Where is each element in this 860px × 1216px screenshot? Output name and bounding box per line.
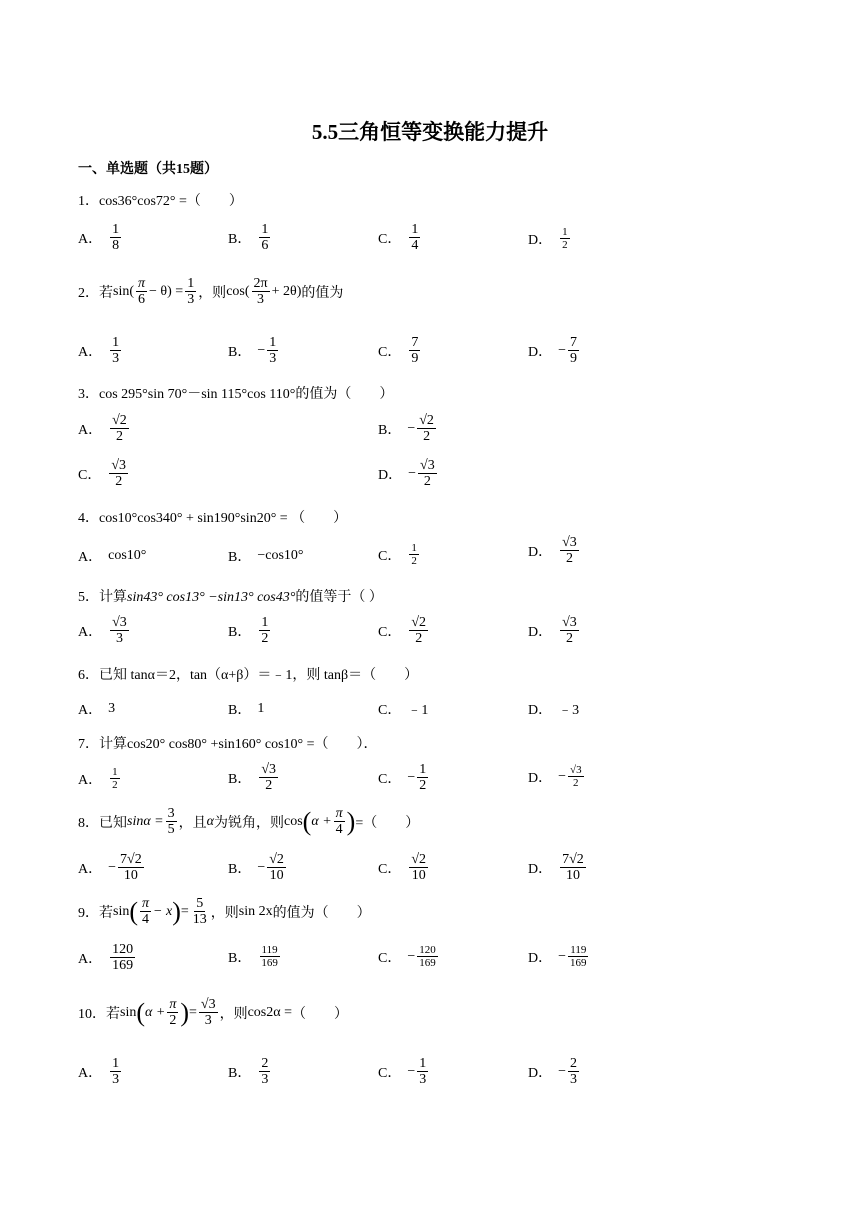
option-d: D． $\frac{7√2}{10}$ bbox=[528, 852, 584, 884]
numerator: 1 bbox=[112, 766, 118, 778]
option-c: C． − $\frac{1}{3}$ bbox=[378, 1056, 427, 1088]
numerator: √3 bbox=[111, 458, 127, 473]
option-value: ﹣3 bbox=[558, 703, 580, 718]
option-a: A． cos10° bbox=[78, 548, 147, 565]
numerator: √3 bbox=[562, 615, 577, 630]
question-text: （ ） bbox=[292, 1006, 348, 1022]
numerator: 1 bbox=[269, 335, 277, 350]
page-title: 5.5三角恒等变换能力提升 bbox=[311, 120, 549, 144]
numerator: √3 bbox=[562, 535, 577, 550]
question-text: 已知 tanα＝2，tan（α+β）＝﹣1，则 tanβ＝（ ） bbox=[99, 668, 419, 683]
numerator: √3 bbox=[261, 762, 277, 777]
denominator: 2 bbox=[112, 779, 118, 792]
denominator: 2 bbox=[415, 631, 423, 647]
option-c: C． $\frac{√3}{2}$ bbox=[78, 458, 127, 490]
numerator: 7 bbox=[411, 335, 419, 350]
numerator: 1 bbox=[562, 226, 568, 238]
option-d: D． − $\frac{√3}{2}$ bbox=[378, 458, 435, 490]
denominator: 5 bbox=[167, 822, 175, 838]
question-7 bbox=[78, 733, 378, 753]
option-c: C． − $\frac{120}{169}$ bbox=[378, 944, 436, 970]
option-value: ﹣1 bbox=[407, 703, 429, 718]
numerator: 7 bbox=[570, 335, 578, 350]
numerator: 1 bbox=[187, 276, 195, 291]
denominator: 2 bbox=[265, 778, 273, 794]
question-text: 为锐角，则 bbox=[214, 815, 284, 831]
question-text: 若 bbox=[99, 285, 113, 301]
numerator: √3 bbox=[420, 458, 435, 473]
numerator: 2 bbox=[261, 1056, 269, 1071]
denominator: 169 bbox=[112, 958, 134, 974]
numerator: π bbox=[142, 896, 150, 911]
option-value: −cos10° bbox=[257, 548, 304, 563]
numerator: 1 bbox=[261, 615, 269, 630]
question-text: 的值为（ ） bbox=[272, 905, 371, 921]
numerator: √2 bbox=[269, 852, 284, 867]
numerator: 1 bbox=[411, 542, 417, 554]
numerator: √2 bbox=[419, 413, 434, 428]
question-8: 8． 已知 sinα = $\frac{3}{5}$ ，且 α 为锐角，则 cos ( α + $\frac{\pi}{4}$ ) =（ ） bbox=[78, 806, 420, 838]
numerator: √2 bbox=[411, 615, 427, 630]
option-d: D． ﹣3 bbox=[528, 699, 579, 719]
minus-sign: − bbox=[558, 768, 567, 784]
question-number: 5． bbox=[78, 590, 99, 605]
numerator: 119 bbox=[570, 944, 587, 956]
question-6 bbox=[78, 664, 418, 684]
question-text: ，则 bbox=[210, 905, 239, 921]
denominator: 2 bbox=[562, 239, 568, 252]
question-text: 的值为 bbox=[301, 285, 344, 301]
option-a: A． $\frac{1}{2}$ bbox=[78, 766, 118, 792]
numerator: 120 bbox=[419, 944, 436, 956]
denominator: 2 bbox=[411, 555, 417, 568]
option-b bbox=[228, 222, 272, 254]
denominator: 10 bbox=[269, 868, 284, 884]
question-number: 10． bbox=[78, 1006, 106, 1022]
denominator: 2 bbox=[419, 778, 427, 794]
option-label: D． bbox=[528, 232, 553, 248]
numerator: 1 bbox=[419, 762, 427, 777]
option-label: A． bbox=[78, 231, 103, 247]
option-d: D． − $\frac{√3}{2}$ bbox=[528, 764, 582, 790]
denominator: 10 bbox=[411, 868, 426, 884]
option-d bbox=[528, 226, 572, 251]
math-expression: sin43° cos13° −sin13° cos43° bbox=[127, 590, 296, 605]
minus-sign: − bbox=[257, 342, 266, 358]
option-a: A． − $\frac{7√2}{10}$ bbox=[78, 852, 142, 884]
numerator: √2 bbox=[411, 852, 427, 867]
question-10: 10． 若 sin ( α + $\frac{\pi}{2}$ ) = $\frac{√3}{3}$ ，则 cos2α = （ ） bbox=[78, 997, 348, 1029]
option-b: B． $\frac{√3}{2}$ bbox=[228, 762, 277, 794]
option-b: B． 1 bbox=[228, 701, 265, 718]
math-cos: cos bbox=[284, 813, 303, 829]
minus-sign: − bbox=[407, 769, 416, 785]
denominator: 169 bbox=[570, 957, 587, 970]
minus-sign: − bbox=[407, 1063, 416, 1079]
question-text: cos10°cos340° + sin190°sin20° = （ ） bbox=[99, 511, 348, 526]
numerator: √2 bbox=[112, 413, 127, 428]
question-text: cos36°cos72° =（ ） bbox=[99, 194, 243, 209]
numerator: π bbox=[138, 276, 146, 291]
minus-sign: − bbox=[558, 948, 567, 964]
section-heading: 一、单选题（共15题） bbox=[78, 162, 218, 177]
math-expression: cos20° cos80° +sin160° cos10° = bbox=[127, 737, 315, 752]
option-b: B． − $\frac{1}{3}$ bbox=[228, 335, 277, 367]
option-value: 1 bbox=[257, 701, 265, 716]
math-sin: sin( bbox=[113, 283, 134, 299]
math-operator: = bbox=[189, 1004, 197, 1020]
denominator: 9 bbox=[570, 351, 578, 367]
numerator: √3 bbox=[112, 615, 127, 630]
numerator: 1 bbox=[419, 1056, 427, 1071]
question-text: 的值等于（ ） bbox=[295, 590, 383, 605]
numerator: 5 bbox=[196, 896, 204, 911]
math-sin: sin bbox=[120, 1004, 137, 1020]
denominator: 10 bbox=[123, 868, 138, 884]
option-b: B． $\frac{1}{2}$ bbox=[228, 615, 269, 647]
option-c: C． ﹣1 bbox=[378, 699, 428, 719]
denominator: 2 bbox=[573, 777, 579, 790]
math-operator: − θ) = bbox=[149, 283, 184, 299]
denominator: 2 bbox=[115, 474, 123, 490]
option-value: 3 bbox=[108, 701, 116, 716]
option-d: D． $\frac{√3}{2}$ bbox=[528, 535, 577, 567]
denominator: 10 bbox=[565, 868, 580, 884]
question-text: =（ ） bbox=[355, 815, 420, 831]
numerator: √3 bbox=[570, 764, 582, 776]
question-4 bbox=[78, 507, 347, 527]
numerator: 2π bbox=[253, 276, 268, 291]
option-d: D． − $\frac{2}{3}$ bbox=[528, 1056, 578, 1088]
denominator: 4 bbox=[411, 238, 419, 254]
numerator: π bbox=[169, 997, 177, 1012]
denominator: 2 bbox=[565, 631, 573, 647]
numerator: 7√2 bbox=[562, 852, 584, 867]
math-expression: cos2α = bbox=[247, 1004, 292, 1020]
option-d: D． − $\frac{7}{9}$ bbox=[528, 335, 578, 367]
question-number: 8． bbox=[78, 815, 99, 831]
option-c: C． $\frac{7}{9}$ bbox=[378, 335, 419, 367]
option-a: A． $\frac{√3}{3}$ bbox=[78, 615, 127, 647]
option-a: A． $\frac{1}{3}$ bbox=[78, 335, 120, 367]
denominator: 2 bbox=[423, 429, 431, 445]
numerator: 7√2 bbox=[120, 852, 142, 867]
option-a: A． $\frac{1}{3}$ bbox=[78, 1056, 120, 1088]
option-b: B． −cos10° bbox=[228, 548, 304, 565]
option-b: B． $\frac{2}{3}$ bbox=[228, 1056, 269, 1088]
question-text: ，且 bbox=[178, 815, 207, 831]
denominator: 3 bbox=[112, 351, 120, 367]
math-expression: α + bbox=[311, 813, 332, 829]
math-expression: − x bbox=[153, 903, 173, 919]
denominator: 6 bbox=[261, 238, 269, 254]
question-text: 若 bbox=[106, 1006, 120, 1022]
option-b: B． − $\frac{√2}{10}$ bbox=[228, 852, 284, 884]
math-operator: + 2θ) bbox=[271, 283, 302, 299]
question-number: 1． bbox=[78, 194, 99, 209]
question-text: 若 bbox=[99, 905, 113, 921]
math-expression: α + bbox=[145, 1004, 166, 1020]
option-d: D． − $\frac{119}{169}$ bbox=[528, 944, 587, 970]
numerator: 1 bbox=[112, 222, 120, 237]
question-1 bbox=[78, 190, 243, 210]
numerator: π bbox=[335, 806, 343, 821]
question-number: 4． bbox=[78, 511, 99, 526]
question-number: 6． bbox=[78, 668, 99, 683]
numerator: 1 bbox=[411, 222, 419, 237]
denominator: 3 bbox=[187, 292, 195, 308]
question-text: （ ）． bbox=[314, 737, 378, 752]
math-cos: cos( bbox=[226, 283, 250, 299]
option-a bbox=[78, 222, 123, 254]
question-text: cos 295°sin 70°－sin 115°cos 110°的值为（ ） bbox=[99, 387, 394, 402]
option-b: B． $\frac{119}{169}$ bbox=[228, 944, 278, 970]
denominator: 3 bbox=[112, 1072, 120, 1088]
denominator: 3 bbox=[261, 1072, 269, 1088]
math-symbol: α bbox=[206, 813, 214, 829]
option-b: B． − $\frac{√2}{2}$ bbox=[378, 413, 434, 445]
denominator: 8 bbox=[112, 238, 120, 254]
option-c: C． $\frac{1}{2}$ bbox=[378, 542, 417, 568]
option-a: A． 3 bbox=[78, 701, 116, 718]
denominator: 169 bbox=[419, 957, 436, 970]
denominator: 3 bbox=[419, 1072, 427, 1088]
option-label: C． bbox=[378, 231, 402, 247]
denominator: 9 bbox=[411, 351, 419, 367]
denominator: 2 bbox=[565, 551, 573, 567]
question-text: 计算 bbox=[99, 737, 127, 752]
denominator: 3 bbox=[115, 631, 123, 647]
denominator: 2 bbox=[169, 1013, 177, 1029]
denominator: 13 bbox=[192, 912, 207, 928]
numerator: 119 bbox=[261, 944, 278, 956]
question-2 bbox=[78, 276, 343, 308]
numerator: 1 bbox=[112, 335, 120, 350]
question-3 bbox=[78, 383, 393, 403]
denominator: 3 bbox=[204, 1013, 212, 1029]
denominator: 2 bbox=[261, 631, 269, 647]
minus-sign: − bbox=[407, 948, 416, 964]
numerator: √3 bbox=[200, 997, 216, 1012]
minus-sign: − bbox=[108, 859, 117, 875]
option-c bbox=[378, 222, 422, 254]
math-operator: = bbox=[180, 903, 189, 919]
denominator: 2 bbox=[423, 474, 431, 490]
denominator: 4 bbox=[142, 912, 150, 928]
option-a: A． $\frac{√2}{2}$ bbox=[78, 413, 127, 445]
minus-sign: − bbox=[407, 420, 416, 436]
minus-sign: − bbox=[257, 859, 266, 875]
question-9: 9． 若 sin ( $\frac{\pi}{4}$ − x ) = $\frac{5}{13}$ ，则 sin 2x 的值为（ ） bbox=[78, 896, 371, 928]
question-5 bbox=[78, 586, 383, 606]
denominator: 3 bbox=[269, 351, 277, 367]
numerator: 1 bbox=[112, 1056, 120, 1071]
math-sin: sin bbox=[113, 903, 130, 919]
denominator: 2 bbox=[115, 429, 123, 445]
minus-sign: − bbox=[558, 1063, 567, 1079]
minus-sign: − bbox=[408, 465, 417, 481]
denominator: 6 bbox=[138, 292, 145, 308]
math-expression: sin 2x bbox=[238, 903, 273, 919]
math-expression: sinα = bbox=[127, 813, 164, 829]
option-value: cos10° bbox=[108, 548, 147, 563]
question-number: 7． bbox=[78, 737, 99, 752]
option-label: B． bbox=[228, 231, 252, 247]
question-text: ，则 bbox=[219, 1006, 248, 1022]
question-text: ，则 bbox=[198, 285, 227, 301]
numerator: 120 bbox=[112, 942, 134, 957]
numerator: 1 bbox=[261, 222, 269, 237]
question-number: 2． bbox=[78, 285, 99, 301]
option-a: A． $\frac{120}{169}$ bbox=[78, 942, 134, 974]
minus-sign: − bbox=[558, 342, 567, 358]
question-number: 9． bbox=[78, 905, 99, 921]
denominator: 4 bbox=[335, 822, 343, 838]
option-c: C． − $\frac{1}{2}$ bbox=[378, 762, 427, 794]
question-text: 计算 bbox=[99, 590, 127, 605]
denominator: 169 bbox=[261, 957, 278, 970]
denominator: 3 bbox=[257, 292, 265, 308]
question-text: 已知 bbox=[99, 815, 127, 831]
question-number: 3． bbox=[78, 387, 99, 402]
numerator: 2 bbox=[570, 1056, 578, 1071]
option-c: C． $\frac{√2}{2}$ bbox=[378, 615, 427, 647]
denominator: 3 bbox=[570, 1072, 578, 1088]
numerator: 3 bbox=[167, 806, 175, 821]
option-d: D． $\frac{√3}{2}$ bbox=[528, 615, 577, 647]
option-c: C． $\frac{√2}{10}$ bbox=[378, 852, 427, 884]
